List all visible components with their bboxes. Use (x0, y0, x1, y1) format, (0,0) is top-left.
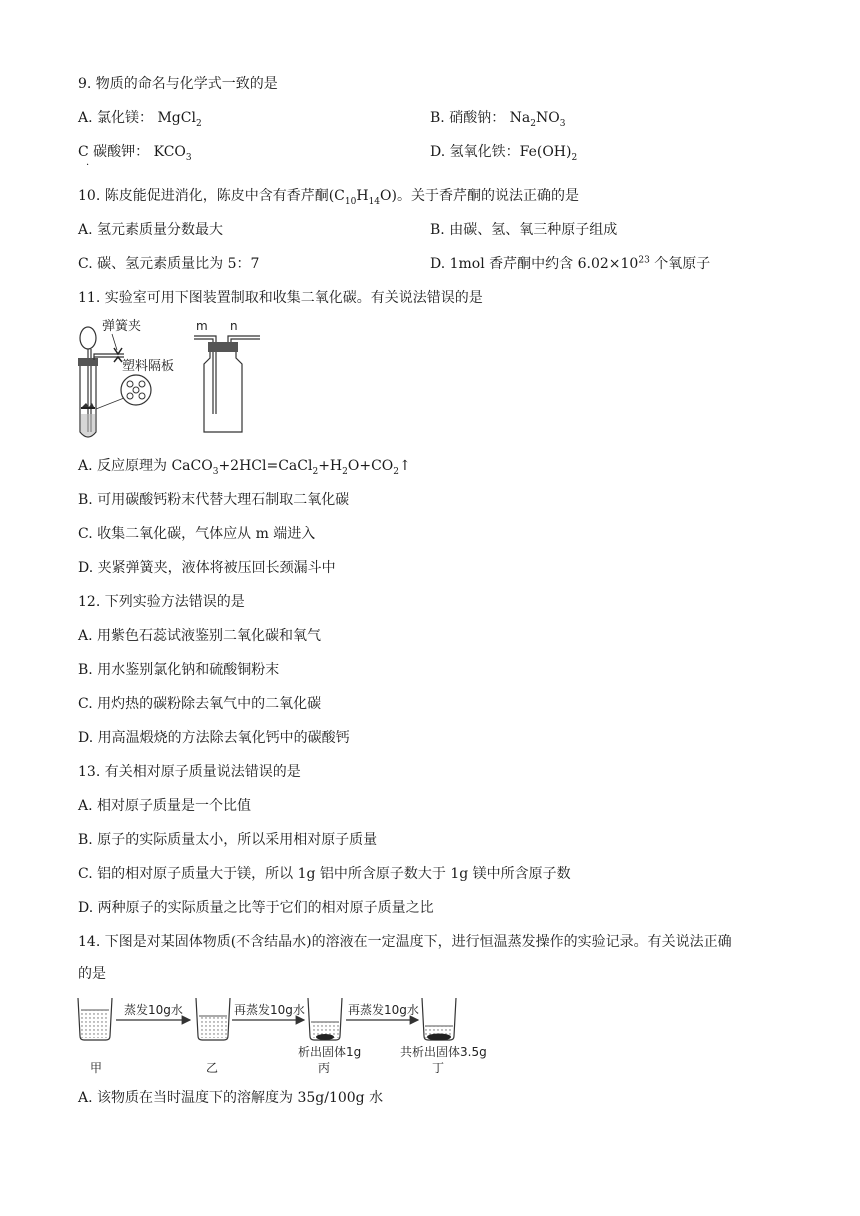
q13-stem: 13. 有关相对原子质量说法错误的是 (78, 764, 301, 780)
q12-option-a: A. 用紫色石蕊试液鉴别二氧化碳和氧气 (78, 628, 322, 644)
label-plastic-plate: 塑料隔板 (122, 359, 175, 374)
q12-option-b: B. 用水鉴别氯化钠和硫酸铜粉末 (78, 662, 280, 678)
q11-option-c: C. 收集二氧化碳，气体应从 m 端进入 (78, 526, 316, 542)
q11-stem: 11. 实验室可用下图装置制取和收集二氧化碳。有关说法错误的是 (78, 290, 483, 306)
arrow-1-label: 蒸发10g水 (124, 1003, 183, 1017)
q11-apparatus-figure (70, 314, 280, 444)
collection-bottle (204, 352, 242, 432)
q13-option-b: B. 原子的实际质量太小，所以采用相对原子质量 (78, 832, 378, 848)
decorative-dot: · (86, 160, 90, 171)
beaker-ding (422, 998, 456, 1041)
plate-detail-circle (121, 375, 151, 405)
beaker-yi (196, 998, 230, 1040)
q12-option-d: D. 用高温煅烧的方法除去氧化钙中的碳酸钙 (78, 730, 350, 746)
arrow-2-label: 再蒸发10g水 (234, 1003, 305, 1017)
funnel-bulb (80, 327, 96, 349)
bottle-stopper (208, 342, 238, 352)
label-n: n (230, 319, 238, 333)
q9-option-b: B. 硝酸钠： $Na_2NO_3$ (430, 110, 566, 129)
q13-option-d: D. 两种原子的实际质量之比等于它们的相对原子质量之比 (78, 900, 434, 916)
note-ding: 共析出固体3.5g (400, 1045, 487, 1059)
spring-clip-icon (114, 348, 122, 362)
label-jia: 甲 (90, 1061, 103, 1075)
q11-option-a: A. 反应原理为 $CaCO_3+2HCl=CaCl_2+H_2O+CO_2↑$ (78, 458, 411, 477)
q14-evaporation-figure (72, 992, 512, 1078)
label-m: m (196, 319, 208, 333)
q10-option-d: D. 1mol 香芹酮中约含 $6.02\times 10^{23}$ 个氧原子 (430, 255, 711, 272)
q9-option-a: A. 氯化镁： MgCl$_2$ (78, 110, 202, 129)
tube-stopper (78, 358, 98, 366)
beaker-bing (308, 998, 342, 1040)
label-spring-clip: 弹簧夹 (102, 319, 142, 334)
q9-stem: 9. 物质的命名与化学式一致的是 (78, 76, 278, 92)
q11-option-b: B. 可用碳酸钙粉末代替大理石制取二氧化碳 (78, 492, 350, 508)
label-bing: 丙 (318, 1061, 331, 1075)
q9-option-d: D. 氢氧化铁：$Fe(OH)_2$ (430, 144, 578, 163)
q13-option-c: C. 铝的相对原子质量大于镁，所以 1g 铝中所含原子数大于 1g 镁中所含原子数 (78, 866, 571, 882)
note-bing: 析出固体1g (298, 1045, 362, 1059)
label-yi: 乙 (206, 1061, 219, 1075)
q11-option-d: D. 夹紧弹簧夹，液体将被压回长颈漏斗中 (78, 560, 336, 576)
q14-stem-line1: 14. 下图是对某固体物质(不含结晶水)的溶液在一定温度下，进行恒温蒸发操作的实验记录。有关说法正确 (78, 934, 732, 950)
label-ding: 丁 (432, 1061, 445, 1075)
q10-option-a: A. 氢元素质量分数最大 (78, 222, 224, 238)
q10-option-b: B. 由碳、氢、氧三种原子组成 (430, 222, 618, 238)
arrow-3-label: 再蒸发10g水 (348, 1003, 419, 1017)
q10-option-c: C. 碳、氢元素质量比为 5：7 (78, 256, 260, 272)
q12-stem: 12. 下列实验方法错误的是 (78, 594, 245, 610)
q14-stem-line2: 的是 (78, 966, 106, 982)
q13-option-a: A. 相对原子质量是一个比值 (78, 798, 252, 814)
q14-option-a: A. 该物质在当时温度下的溶解度为 35g/100g 水 (78, 1090, 384, 1106)
q10-stem: 10. 陈皮能促进消化，陈皮中含有香芹酮$(C_{10}H_{14}O)$。关于香芹酮的说法正确的是 (78, 188, 579, 207)
beaker-jia (78, 998, 112, 1040)
q9-option-c: C 碳酸钾： $KCO_3$ (78, 144, 192, 163)
q12-option-c: C. 用灼热的碳粉除去氧气中的二氧化碳 (78, 696, 322, 712)
